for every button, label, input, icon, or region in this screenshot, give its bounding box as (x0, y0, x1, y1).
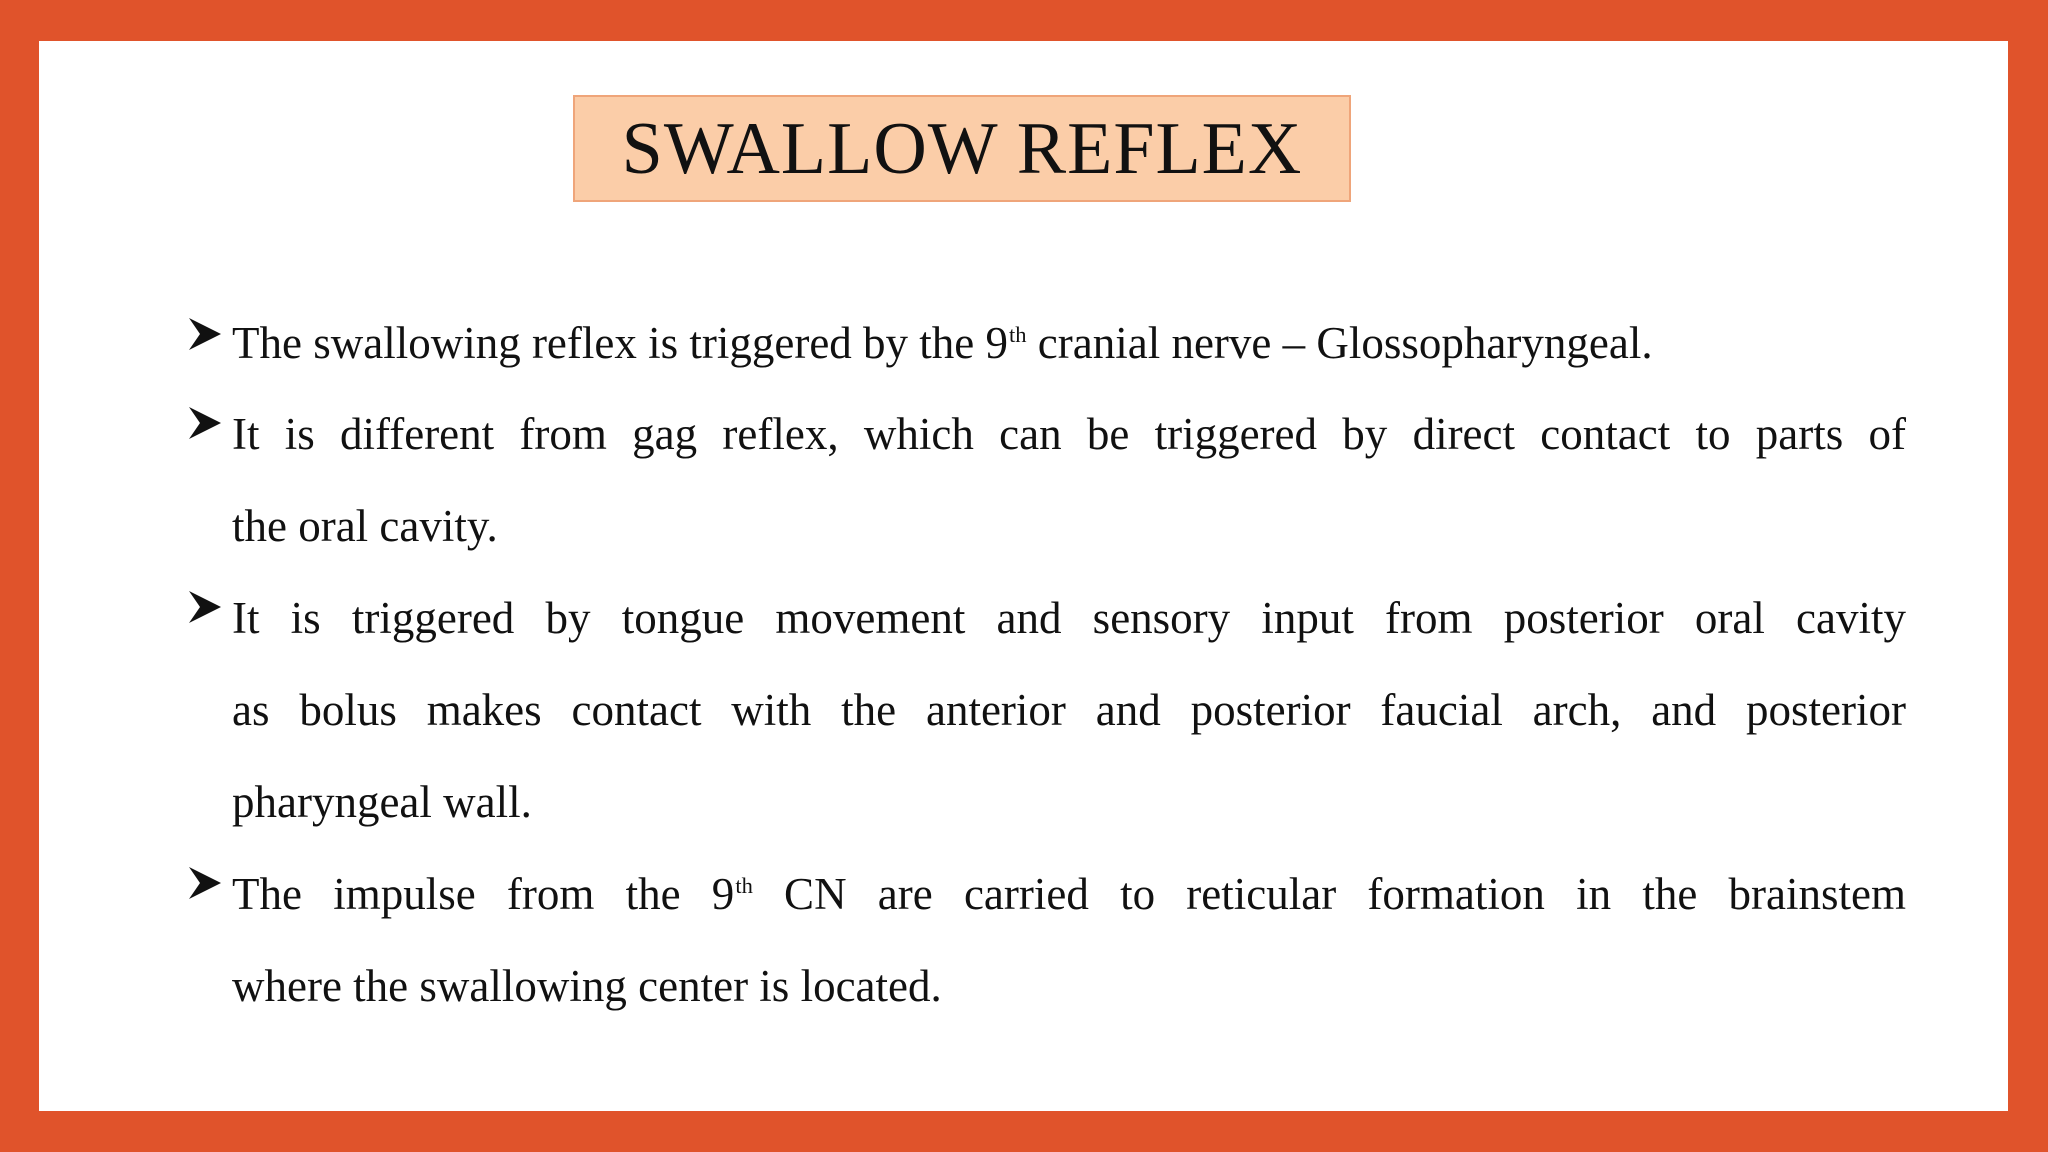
bullet-line (232, 318, 1906, 368)
superscript-ordinal: th (1009, 322, 1027, 347)
bullet-line: as bolus makes contact with the anterior and posterior faucial arch, and posterior (232, 685, 1906, 735)
bullet-line: pharyngeal wall. (232, 777, 532, 827)
bullet-text: The impulse from the 9 (232, 869, 735, 919)
bullet-line: where the swallowing center is located. (232, 961, 942, 1011)
arrowhead-bullet-icon (187, 587, 223, 627)
bullet-line: It is triggered by tongue movement and sensory input from posterior oral cavity (232, 593, 1906, 643)
bullet-text: CN are carried to reticular formation in the brainstem (752, 869, 1906, 919)
superscript-ordinal: th (735, 873, 753, 898)
bullet-line: the oral cavity. (232, 501, 498, 551)
bullet-text: The swallowing reflex is triggered by the 9 (232, 318, 1009, 368)
arrowhead-bullet-icon (187, 314, 223, 354)
slide-canvas (39, 41, 2008, 1111)
bullet-line: It is different from gag reflex, which can be triggered by direct contact to parts of (232, 409, 1906, 459)
bullet-text: cranial nerve – Glossopharyngeal. (1026, 318, 1653, 368)
arrowhead-bullet-icon (187, 863, 223, 903)
title-box (573, 95, 1351, 202)
bullet-line (232, 869, 1906, 919)
slide-title: SWALLOW REFLEX (621, 107, 1303, 190)
arrowhead-bullet-icon (187, 403, 223, 443)
